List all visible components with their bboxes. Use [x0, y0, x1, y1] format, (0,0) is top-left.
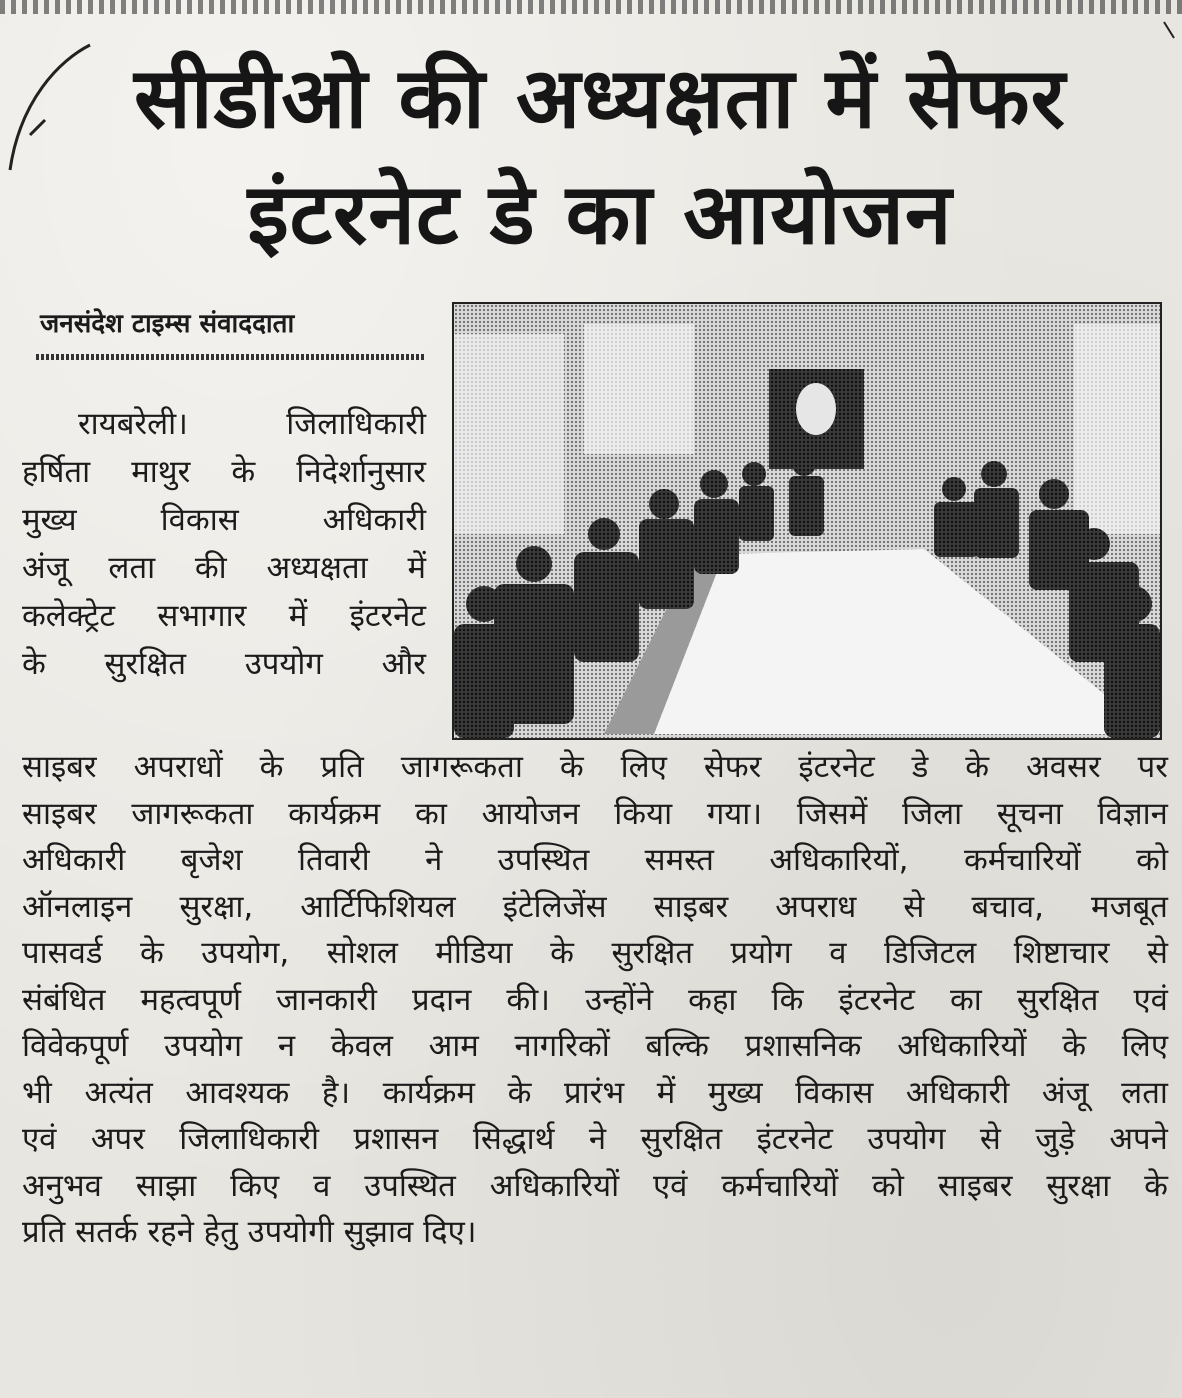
body-word: एवं: [653, 1167, 688, 1204]
body-word: इंटेलिजेंस: [502, 888, 607, 925]
body-word: बल्कि: [645, 1028, 709, 1064]
body-word: जिलाधिकारी: [286, 406, 426, 442]
body-word: अधिकारियों: [489, 1167, 620, 1204]
body-word: महत्वपूर्ण: [140, 981, 241, 1018]
body-word: मुख्य: [707, 1074, 763, 1111]
body-line: [22, 1070, 1168, 1117]
body-word: मीडिया: [435, 935, 513, 971]
body-word: में: [656, 1074, 676, 1111]
body-word: अंजू: [1041, 1074, 1089, 1111]
body-word: ऑनलाइन: [22, 888, 133, 925]
body-line: [22, 977, 1168, 1024]
body-word: के: [550, 935, 574, 971]
body-word: साइबर: [653, 888, 729, 925]
body-word: उपयोग: [164, 1028, 243, 1064]
body-word: के: [507, 1074, 532, 1111]
body-word: इंटरनेट: [349, 598, 426, 634]
body-word: का: [415, 795, 447, 832]
body-word: नागरिकों: [514, 1028, 610, 1064]
body-word: विज्ञान: [1097, 795, 1168, 832]
body-word: से: [1146, 935, 1168, 971]
body-word: उपयोग,: [201, 935, 290, 971]
body-word: कलेक्ट्रेट: [22, 598, 115, 634]
body-word: मजबूत: [1091, 888, 1168, 925]
body-word: कर्मचारियों: [963, 842, 1081, 878]
body-line: [22, 640, 426, 688]
body-line: [22, 1023, 1168, 1070]
body-word: के: [139, 935, 164, 971]
body-word: साइबर: [937, 1167, 1013, 1204]
body-word: सुरक्षित: [1016, 981, 1099, 1018]
body-word: उपस्थित: [497, 842, 590, 878]
body-word: प्रयोग: [730, 935, 792, 971]
body-word: आयोजन: [481, 795, 580, 832]
body-line: प्रति सतर्क रहने हेतु उपयोगी सुझाव दिए।: [22, 1214, 477, 1250]
body-word: अध्यक्षता: [266, 550, 368, 586]
body-word: सुरक्षित: [640, 1121, 723, 1157]
body-word: माथुर: [131, 454, 191, 490]
headline-line-2: इंटरनेट डे का आयोजन: [247, 165, 953, 263]
body-word: अपर: [90, 1121, 145, 1157]
body-word: न: [277, 1028, 296, 1064]
body-word: को: [1136, 842, 1168, 878]
body-word: सभागार: [157, 598, 247, 634]
body-word: इंटरनेट: [838, 981, 915, 1018]
body-word: किया: [614, 795, 673, 832]
body-word: प्रति: [320, 749, 364, 785]
body-word: सुरक्षा,: [179, 888, 254, 925]
body-word: पर: [1137, 749, 1168, 785]
body-word: सोशल: [326, 935, 398, 971]
article-body-column: [22, 400, 426, 688]
body-word: अपराध: [775, 888, 857, 925]
body-word: साझा: [135, 1167, 197, 1204]
body-word: आवश्यक: [185, 1074, 290, 1111]
body-word: सुरक्षा: [1046, 1167, 1111, 1204]
body-word: जागरूकता: [131, 795, 254, 832]
body-word: शिष्टाचार: [1013, 935, 1110, 971]
body-word: अपने: [1109, 1121, 1168, 1157]
meeting-photo-illustration: [454, 304, 1160, 738]
body-word: अवसर: [1026, 749, 1101, 785]
body-word: लता: [108, 550, 156, 586]
body-word: प्रारंभ: [564, 1074, 625, 1111]
body-line: [22, 1116, 1168, 1163]
body-word: तिवारी: [297, 842, 370, 878]
byline: जनसंदेश टाइम्स संवाददाता: [40, 309, 295, 339]
body-word: केवल: [330, 1028, 393, 1064]
body-word: जागरूकता: [400, 749, 523, 785]
body-word: साइबर: [22, 749, 97, 785]
body-line: [22, 884, 1168, 931]
body-word: अधिकारी: [905, 1074, 1010, 1111]
body-word: संबंधित: [22, 981, 106, 1018]
body-word: बृजेश: [180, 842, 243, 878]
body-word: के: [965, 749, 990, 785]
body-word: व: [313, 1167, 331, 1204]
body-word: जुड़े: [1035, 1121, 1075, 1157]
body-word: हर्षिता: [22, 454, 91, 490]
body-word: प्रदान: [411, 981, 472, 1018]
body-word: कार्यक्रम: [288, 795, 381, 832]
body-line: [22, 930, 1168, 977]
body-line: [22, 837, 1168, 884]
body-word: अधिकारी: [22, 842, 126, 878]
body-line: [22, 400, 426, 448]
body-word: अधिकारी: [322, 502, 426, 538]
meeting-photo: [452, 302, 1162, 740]
body-word: आम: [428, 1028, 479, 1064]
body-word: जिसमें: [796, 795, 868, 832]
body-word: जिला: [902, 795, 963, 832]
body-word: अंजू: [22, 550, 69, 586]
body-word: उन्होंने: [585, 981, 654, 1018]
body-word: का: [949, 981, 982, 1018]
body-word: है।: [321, 1074, 351, 1111]
body-word: और: [381, 646, 426, 682]
body-word: उपयोग: [867, 1121, 946, 1157]
body-word: रायबरेली।: [78, 406, 188, 442]
body-word: को: [872, 1167, 904, 1204]
body-word: ने: [425, 842, 443, 878]
body-word: जिलाधिकारी: [179, 1121, 319, 1157]
body-word: से: [903, 888, 925, 925]
body-word: उपयोग: [244, 646, 323, 682]
body-word: की।: [506, 981, 550, 1018]
body-word: लिए: [620, 749, 667, 785]
body-word: कर्मचारियों: [721, 1167, 839, 1204]
body-word: विकास: [795, 1074, 874, 1111]
body-word: के: [1144, 1167, 1168, 1204]
body-word: उपस्थित: [364, 1167, 456, 1204]
body-word: सेफर: [703, 749, 762, 785]
body-word: जानकारी: [276, 981, 377, 1018]
headline-line-1: सीडीओ की अध्यक्षता में सेफर: [134, 49, 1066, 147]
previous-article-edge: [0, 0, 1182, 14]
body-word: सुरक्षित: [611, 935, 694, 971]
body-word: डे: [911, 749, 929, 785]
body-line: [22, 1163, 1168, 1210]
body-word: से: [979, 1121, 1001, 1157]
body-word: कहा: [688, 981, 737, 1018]
body-word: अनुभव: [22, 1167, 102, 1204]
body-word: कार्यक्रम: [382, 1074, 475, 1111]
body-word: सूचना: [996, 795, 1063, 832]
body-word: मुख्य: [22, 502, 77, 538]
body-word: एवं: [1133, 981, 1168, 1018]
body-word: की: [194, 550, 227, 586]
body-word: कि: [771, 981, 804, 1018]
body-word: के: [22, 646, 46, 682]
body-line: [22, 791, 1168, 838]
body-word: प्रशासनिक: [744, 1028, 862, 1064]
body-word: सुरक्षित: [104, 646, 187, 682]
body-word: व: [829, 935, 847, 971]
body-word: के: [559, 749, 584, 785]
body-word: के: [1062, 1028, 1087, 1064]
body-word: निदेर्शानुसार: [296, 454, 426, 490]
body-word: लिए: [1121, 1028, 1168, 1064]
body-word: सिद्धार्थ: [472, 1121, 555, 1157]
body-word: बचाव,: [971, 888, 1044, 925]
body-word: एवं: [22, 1121, 57, 1157]
body-word: प्रशासन: [353, 1121, 439, 1157]
body-word: समस्त: [644, 842, 714, 878]
body-word: अपराधों: [133, 749, 223, 785]
body-line: [22, 744, 1168, 791]
body-word: आर्टिफिशियल: [300, 888, 456, 925]
body-word: विवेकपूर्ण: [22, 1028, 129, 1064]
body-line: [22, 448, 426, 496]
body-word: इंटरनेट: [798, 749, 875, 785]
body-word: पासवर्ड: [22, 935, 103, 971]
body-word: अधिकारियों,: [769, 842, 909, 878]
body-word: इंटरनेट: [756, 1121, 833, 1157]
body-word: डिजिटल: [883, 935, 977, 971]
headline: [40, 40, 1160, 272]
body-word: लता: [1121, 1074, 1168, 1111]
byline-divider: [36, 354, 426, 360]
body-word: साइबर: [22, 795, 97, 832]
body-word: के: [231, 454, 256, 490]
body-word: भी: [22, 1074, 52, 1111]
body-word: गया।: [706, 795, 763, 832]
body-word: में: [407, 550, 426, 586]
body-word: अत्यंत: [84, 1074, 153, 1111]
body-word: किए: [230, 1167, 280, 1204]
body-word: में: [288, 598, 308, 634]
body-word: अधिकारियों: [897, 1028, 1027, 1064]
body-word: ने: [588, 1121, 607, 1157]
body-line: [22, 592, 426, 640]
body-line: [22, 496, 426, 544]
article-body-wide: [22, 744, 1168, 1256]
body-word: विकास: [160, 502, 239, 538]
body-word: के: [259, 749, 284, 785]
corner-mark: [1162, 20, 1176, 40]
body-line: [22, 544, 426, 592]
